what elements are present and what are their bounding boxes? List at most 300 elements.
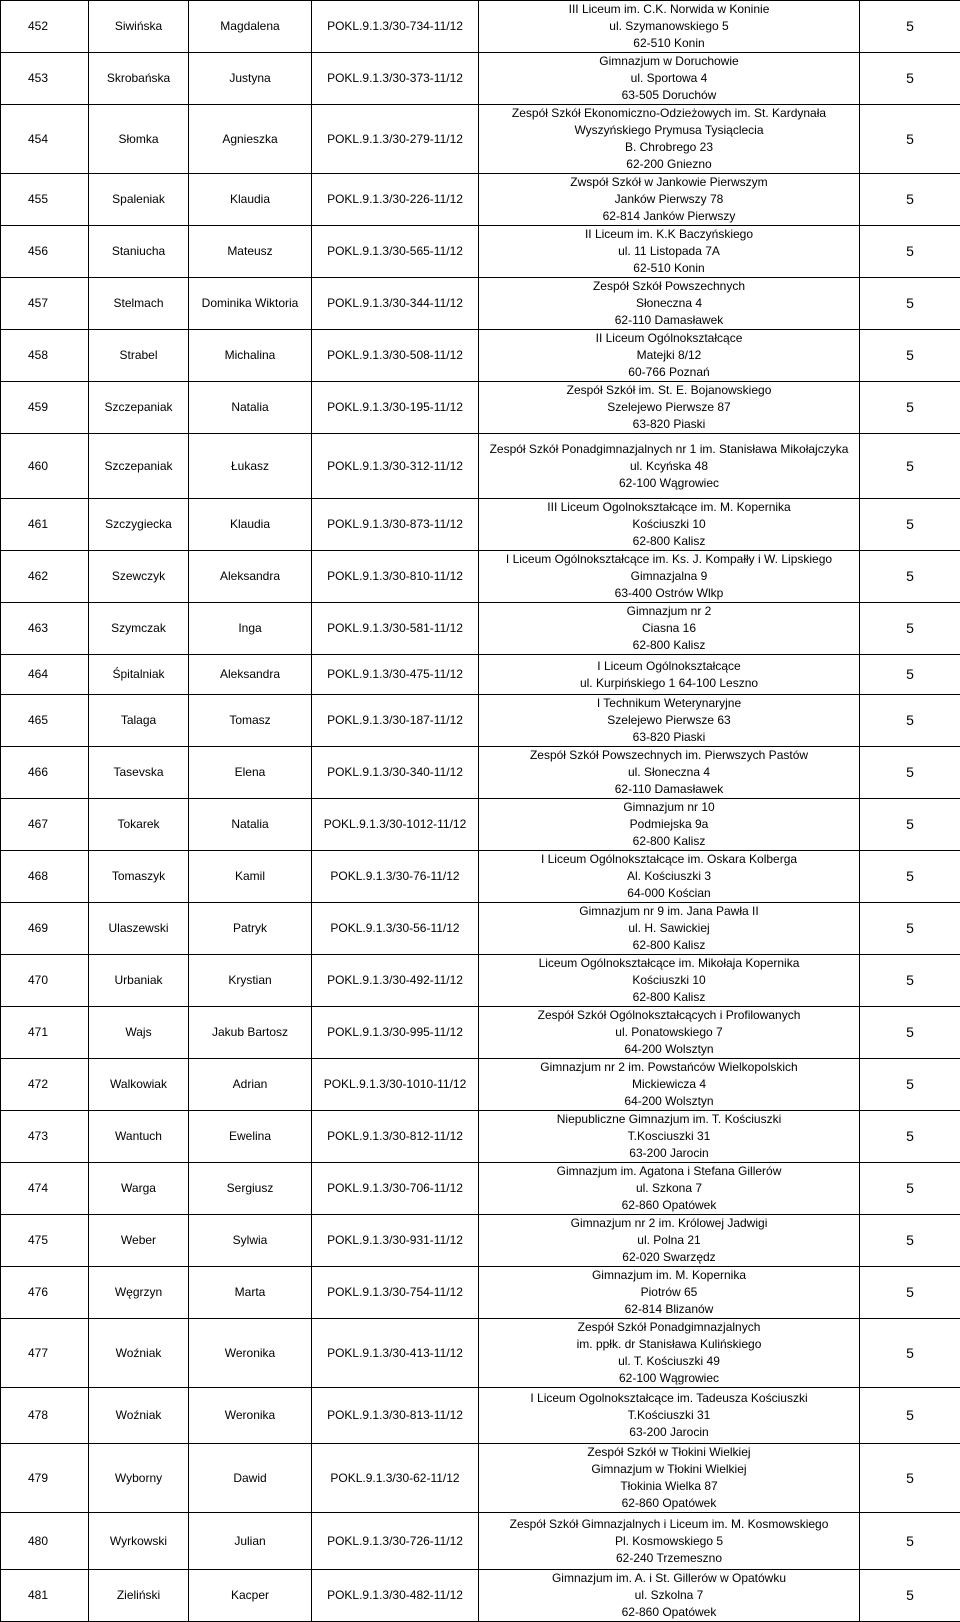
school-line: Gimnazjum nr 9 im. Jana Pawła II [479,903,859,920]
surname-cell: Skrobańska [89,53,189,105]
first-name-cell: Klaudia [189,174,312,226]
table-row [1,53,960,105]
school-line: ul. T. Kościuszki 49 [479,1353,859,1370]
project-number-cell: POKL.9.1.3/30-475-11/12 [312,655,479,695]
points-cell: 5 [860,1007,960,1059]
school-cell [479,955,860,1007]
school-line: III Liceum Ogolnokształcące im. M. Kopernika [479,499,859,516]
school-line: Matejki 8/12 [479,347,859,364]
project-number-cell: POKL.9.1.3/30-995-11/12 [312,1007,479,1059]
table-row [1,655,960,695]
points-cell: 5 [860,799,960,851]
school-cell [479,1319,860,1388]
school-line: 62-100 Wągrowiec [479,475,859,492]
school-cell [479,1444,860,1513]
surname-cell: Urbaniak [89,955,189,1007]
first-name-cell: Magdalena [189,1,312,53]
table-row [1,434,960,499]
school-cell [479,105,860,174]
points-cell: 5 [860,747,960,799]
points-cell: 5 [860,1444,960,1513]
row-number-cell: 471 [1,1007,89,1059]
school-line: Zespół Szkół Powszechnych [479,278,859,295]
table-row [1,1059,960,1111]
points-cell: 5 [860,1570,960,1622]
school-line: I Liceum Ogólnokształcące im. Ks. J. Kompałły i W. Lipskiego [479,551,859,568]
first-name-cell: Sergiusz [189,1163,312,1215]
school-cell [479,1570,860,1622]
school-line: 62-510 Konin [479,260,859,277]
table-body [1,1,960,1622]
row-number-cell: 458 [1,330,89,382]
project-number-cell: POKL.9.1.3/30-492-11/12 [312,955,479,1007]
surname-cell: Szczepaniak [89,434,189,499]
first-name-cell: Tomasz [189,695,312,747]
school-line: ul. Szkolna 7 [479,1587,859,1604]
points-cell: 5 [860,1388,960,1444]
row-number-cell: 473 [1,1111,89,1163]
school-line: 62-814 Blizanów [479,1301,859,1318]
surname-cell: Szewczyk [89,551,189,603]
points-cell: 5 [860,499,960,551]
project-number-cell: POKL.9.1.3/30-482-11/12 [312,1570,479,1622]
points-cell: 5 [860,226,960,278]
school-cell [479,278,860,330]
first-name-cell: Agnieszka [189,105,312,174]
school-line: 62-200 Gniezno [479,156,859,173]
school-line: 62-110 Damasławek [479,312,859,329]
surname-cell: Woźniak [89,1388,189,1444]
school-line: 62-800 Kalisz [479,533,859,550]
school-line: 63-200 Jarocin [479,1145,859,1162]
points-cell: 5 [860,655,960,695]
points-cell: 5 [860,903,960,955]
points-cell: 5 [860,105,960,174]
school-cell [479,903,860,955]
row-number-cell: 459 [1,382,89,434]
row-number-cell: 466 [1,747,89,799]
school-cell [479,434,860,499]
table-row [1,105,960,174]
row-number-cell: 463 [1,603,89,655]
school-line: Podmiejska 9a [479,816,859,833]
school-line: 62-814 Janków Pierwszy [479,208,859,225]
table-row [1,1007,960,1059]
project-number-cell: POKL.9.1.3/30-754-11/12 [312,1267,479,1319]
table-row [1,1163,960,1215]
school-cell [479,1,860,53]
school-line: Kościuszki 10 [479,516,859,533]
school-line: I Liceum Ogolnokształcące im. Tadeusza Kościuszki [479,1390,859,1407]
school-cell [479,382,860,434]
table-row [1,695,960,747]
school-cell [479,1215,860,1267]
school-line: Kościuszki 10 [479,972,859,989]
school-line: Al. Kościuszki 3 [479,868,859,885]
points-cell: 5 [860,174,960,226]
school-line: 62-800 Kalisz [479,937,859,954]
school-line: im. ppłk. dr Stanisława Kulińskiego [479,1336,859,1353]
project-number-cell: POKL.9.1.3/30-312-11/12 [312,434,479,499]
points-cell: 5 [860,330,960,382]
school-line: Tłokinia Wielka 87 [479,1478,859,1495]
points-cell: 5 [860,1059,960,1111]
school-line: ul. Kcyńska 48 [479,458,859,475]
school-line: I Liceum Ogólnokształcące im. Oskara Kolberga [479,851,859,868]
surname-cell: Tokarek [89,799,189,851]
project-number-cell: POKL.9.1.3/30-508-11/12 [312,330,479,382]
first-name-cell: Aleksandra [189,551,312,603]
points-cell: 5 [860,1111,960,1163]
first-name-cell: Natalia [189,799,312,851]
school-cell [479,851,860,903]
table-row [1,551,960,603]
surname-cell: Weber [89,1215,189,1267]
school-line: ul. Sportowa 4 [479,70,859,87]
school-line: T.Kościuszki 31 [479,1407,859,1424]
table-row [1,1111,960,1163]
row-number-cell: 461 [1,499,89,551]
school-line: ul. Słoneczna 4 [479,764,859,781]
school-line: Zespół Szkół Gimnazjalnych i Liceum im. M. Kosmowskiego [479,1516,859,1533]
surname-cell: Szczepaniak [89,382,189,434]
project-number-cell: POKL.9.1.3/30-810-11/12 [312,551,479,603]
first-name-cell: Michalina [189,330,312,382]
school-cell [479,603,860,655]
project-number-cell: POKL.9.1.3/30-812-11/12 [312,1111,479,1163]
surname-cell: Staniucha [89,226,189,278]
points-cell: 5 [860,1267,960,1319]
project-number-cell: POKL.9.1.3/30-279-11/12 [312,105,479,174]
school-line: II Liceum Ogólnokształcące [479,330,859,347]
school-line: 63-200 Jarocin [479,1424,859,1441]
first-name-cell: Ewelina [189,1111,312,1163]
project-number-cell: POKL.9.1.3/30-344-11/12 [312,278,479,330]
school-cell [479,695,860,747]
row-number-cell: 468 [1,851,89,903]
surname-cell: Woźniak [89,1319,189,1388]
row-number-cell: 452 [1,1,89,53]
project-number-cell: POKL.9.1.3/30-706-11/12 [312,1163,479,1215]
project-number-cell: POKL.9.1.3/30-56-11/12 [312,903,479,955]
row-number-cell: 462 [1,551,89,603]
surname-cell: Węgrzyn [89,1267,189,1319]
school-line: T.Kosciuszki 31 [479,1128,859,1145]
school-line: Zespół Szkół im. St. E. Bojanowskiego [479,382,859,399]
school-line: Liceum Ogólnokształcące im. Mikołaja Kopernika [479,955,859,972]
school-line: Niepubliczne Gimnazjum im. T. Kościuszki [479,1111,859,1128]
school-cell [479,1388,860,1444]
school-line: 63-400 Ostrów Wlkp [479,585,859,602]
surname-cell: Słomka [89,105,189,174]
school-cell [479,799,860,851]
surname-cell: Szczygiecka [89,499,189,551]
school-line: Wyszyńskiego Prymusa Tysiąclecia [479,122,859,139]
surname-cell: Wyborny [89,1444,189,1513]
first-name-cell: Inga [189,603,312,655]
first-name-cell: Adrian [189,1059,312,1111]
school-line: Gimnazjum im. Agatona i Stefana Gillerów [479,1163,859,1180]
first-name-cell: Jakub Bartosz [189,1007,312,1059]
school-cell [479,1007,860,1059]
school-line: B. Chrobrego 23 [479,139,859,156]
school-line: Zwspół Szkół w Jankowie Pierwszym [479,174,859,191]
school-line: ul. Szkona 7 [479,1180,859,1197]
school-cell [479,53,860,105]
school-cell [479,1059,860,1111]
row-number-cell: 455 [1,174,89,226]
points-cell: 5 [860,1513,960,1570]
school-line: Gimnazjum nr 10 [479,799,859,816]
table-row [1,330,960,382]
first-name-cell: Natalia [189,382,312,434]
first-name-cell: Patryk [189,903,312,955]
school-line: Gimnazjum nr 2 im. Królowej Jadwigi [479,1215,859,1232]
surname-cell: Ulaszewski [89,903,189,955]
table-row [1,799,960,851]
school-cell [479,551,860,603]
project-number-cell: POKL.9.1.3/30-734-11/12 [312,1,479,53]
points-cell: 5 [860,551,960,603]
row-number-cell: 479 [1,1444,89,1513]
first-name-cell: Krystian [189,955,312,1007]
surname-cell: Tasevska [89,747,189,799]
points-cell: 5 [860,278,960,330]
table-row [1,603,960,655]
surname-cell: Siwińska [89,1,189,53]
surname-cell: Śpitalniak [89,655,189,695]
school-line: Gimnazjum nr 2 [479,603,859,620]
row-number-cell: 476 [1,1267,89,1319]
school-cell [479,499,860,551]
table-row [1,747,960,799]
school-line: 63-820 Piaski [479,416,859,433]
project-number-cell: POKL.9.1.3/30-187-11/12 [312,695,479,747]
points-cell: 5 [860,1163,960,1215]
row-number-cell: 469 [1,903,89,955]
points-cell: 5 [860,1215,960,1267]
school-cell [479,1513,860,1570]
project-number-cell: POKL.9.1.3/30-373-11/12 [312,53,479,105]
row-number-cell: 464 [1,655,89,695]
row-number-cell: 478 [1,1388,89,1444]
school-line: 63-505 Doruchów [479,87,859,104]
table-row [1,1319,960,1388]
points-cell: 5 [860,603,960,655]
school-line: Ciasna 16 [479,620,859,637]
school-line: Pl. Kosmowskiego 5 [479,1533,859,1550]
school-line: Zespół Szkół Ogólnokształcących i Profilowanych [479,1007,859,1024]
school-line: Słoneczna 4 [479,295,859,312]
school-line: 63-820 Piaski [479,729,859,746]
points-cell: 5 [860,955,960,1007]
school-cell [479,174,860,226]
school-line: 62-240 Trzemeszno [479,1550,859,1567]
school-cell [479,1163,860,1215]
surname-cell: Walkowiak [89,1059,189,1111]
school-line: 60-766 Poznań [479,364,859,381]
surname-cell: Wajs [89,1007,189,1059]
school-line: Zespół Szkół Ponadgimnazjalnych nr 1 im. Stanisława Mikołajczyka [479,441,859,458]
first-name-cell: Weronika [189,1388,312,1444]
points-cell: 5 [860,695,960,747]
project-number-cell: POKL.9.1.3/30-813-11/12 [312,1388,479,1444]
school-line: Gimnazjum w Tłokini Wielkiej [479,1461,859,1478]
school-line: Mickiewicza 4 [479,1076,859,1093]
school-cell [479,1267,860,1319]
row-number-cell: 467 [1,799,89,851]
project-number-cell: POKL.9.1.3/30-62-11/12 [312,1444,479,1513]
row-number-cell: 453 [1,53,89,105]
first-name-cell: Dawid [189,1444,312,1513]
surname-cell: Wyrkowski [89,1513,189,1570]
row-number-cell: 472 [1,1059,89,1111]
row-number-cell: 474 [1,1163,89,1215]
points-cell: 5 [860,53,960,105]
school-line: 62-860 Opatówek [479,1495,859,1512]
school-line: Szelejewo Pierwsze 63 [479,712,859,729]
table-row [1,851,960,903]
school-cell [479,747,860,799]
project-number-cell: POKL.9.1.3/30-931-11/12 [312,1215,479,1267]
school-line: Gimnazjum w Doruchowie [479,53,859,70]
first-name-cell: Justyna [189,53,312,105]
project-number-cell: POKL.9.1.3/30-413-11/12 [312,1319,479,1388]
first-name-cell: Elena [189,747,312,799]
school-line: 62-800 Kalisz [479,637,859,654]
school-line: Gimnazjum im. A. i St. Gillerów w Opatówku [479,1570,859,1587]
school-line: Piotrów 65 [479,1284,859,1301]
surname-cell: Zieliński [89,1570,189,1622]
school-cell [479,330,860,382]
table-row [1,1,960,53]
row-number-cell: 454 [1,105,89,174]
surname-cell: Strabel [89,330,189,382]
table-row [1,903,960,955]
project-number-cell: POKL.9.1.3/30-340-11/12 [312,747,479,799]
first-name-cell: Julian [189,1513,312,1570]
school-cell [479,1111,860,1163]
school-line: 62-510 Konin [479,35,859,52]
school-line: ul. Ponatowskiego 7 [479,1024,859,1041]
surname-cell: Stelmach [89,278,189,330]
school-line: III Liceum im. C.K. Norwida w Koninie [479,1,859,18]
school-line: Szelejewo Pierwsze 87 [479,399,859,416]
table-row [1,499,960,551]
project-number-cell: POKL.9.1.3/30-565-11/12 [312,226,479,278]
school-line: 62-860 Opatówek [479,1197,859,1214]
school-line: 64-000 Kościan [479,885,859,902]
school-line: Zespół Szkół Ponadgimnazjalnych [479,1319,859,1336]
school-line: I Liceum Ogólnokształcące [479,658,859,675]
school-line: ul. Kurpińskiego 1 64-100 Leszno [479,675,859,692]
surname-cell: Wantuch [89,1111,189,1163]
project-number-cell: POKL.9.1.3/30-226-11/12 [312,174,479,226]
school-cell [479,226,860,278]
table-row [1,382,960,434]
table-row [1,226,960,278]
row-number-cell: 470 [1,955,89,1007]
points-cell: 5 [860,382,960,434]
first-name-cell: Sylwia [189,1215,312,1267]
project-number-cell: POKL.9.1.3/30-76-11/12 [312,851,479,903]
first-name-cell: Kacper [189,1570,312,1622]
school-line: Gimnazjum im. M. Kopernika [479,1267,859,1284]
row-number-cell: 477 [1,1319,89,1388]
points-cell: 5 [860,1319,960,1388]
first-name-cell: Kamil [189,851,312,903]
school-line: Zespół Szkół Powszechnych im. Pierwszych Pastów [479,747,859,764]
project-number-cell: POKL.9.1.3/30-1010-11/12 [312,1059,479,1111]
table-row [1,278,960,330]
school-line: 62-020 Swarzędz [479,1249,859,1266]
project-number-cell: POKL.9.1.3/30-195-11/12 [312,382,479,434]
row-number-cell: 475 [1,1215,89,1267]
school-line: 62-100 Wągrowiec [479,1370,859,1387]
school-line: Zespół Szkół w Tłokini Wielkiej [479,1444,859,1461]
points-cell: 5 [860,1,960,53]
row-number-cell: 457 [1,278,89,330]
surname-cell: Warga [89,1163,189,1215]
school-line: 62-860 Opatówek [479,1604,859,1621]
project-number-cell: POKL.9.1.3/30-873-11/12 [312,499,479,551]
project-number-cell: POKL.9.1.3/30-581-11/12 [312,603,479,655]
table-row [1,1267,960,1319]
school-line: Janków Pierwszy 78 [479,191,859,208]
school-line: 64-200 Wolsztyn [479,1041,859,1058]
row-number-cell: 456 [1,226,89,278]
school-line: 62-800 Kalisz [479,989,859,1006]
table-row [1,1513,960,1570]
school-line: 64-200 Wolsztyn [479,1093,859,1110]
school-line: ul. Polna 21 [479,1232,859,1249]
school-line: Zespół Szkół Ekonomiczno-Odzieżowych im. St. Kardynała [479,105,859,122]
school-cell [479,655,860,695]
surname-cell: Talaga [89,695,189,747]
school-line: ul. 11 Listopada 7A [479,243,859,260]
points-cell: 5 [860,434,960,499]
school-line: 62-800 Kalisz [479,833,859,850]
surname-cell: Spaleniak [89,174,189,226]
table-row [1,1388,960,1444]
first-name-cell: Łukasz [189,434,312,499]
school-line: 62-110 Damasławek [479,781,859,798]
first-name-cell: Marta [189,1267,312,1319]
first-name-cell: Aleksandra [189,655,312,695]
first-name-cell: Weronika [189,1319,312,1388]
school-line: Gimnazjum nr 2 im. Powstańców Wielkopolskich [479,1059,859,1076]
school-line: Gimnazjalna 9 [479,568,859,585]
surname-cell: Tomaszyk [89,851,189,903]
table-row [1,955,960,1007]
school-line: II Liceum im. K.K Baczyńskiego [479,226,859,243]
school-line: I Technikum Weterynaryjne [479,695,859,712]
first-name-cell: Mateusz [189,226,312,278]
table-row [1,174,960,226]
school-line: ul. Szymanowskiego 5 [479,18,859,35]
table-row [1,1570,960,1622]
first-name-cell: Klaudia [189,499,312,551]
project-number-cell: POKL.9.1.3/30-1012-11/12 [312,799,479,851]
first-name-cell: Dominika Wiktoria [189,278,312,330]
table-row [1,1444,960,1513]
surname-cell: Szymczak [89,603,189,655]
row-number-cell: 465 [1,695,89,747]
project-number-cell: POKL.9.1.3/30-726-11/12 [312,1513,479,1570]
school-line: ul. H. Sawickiej [479,920,859,937]
points-cell: 5 [860,851,960,903]
row-number-cell: 480 [1,1513,89,1570]
